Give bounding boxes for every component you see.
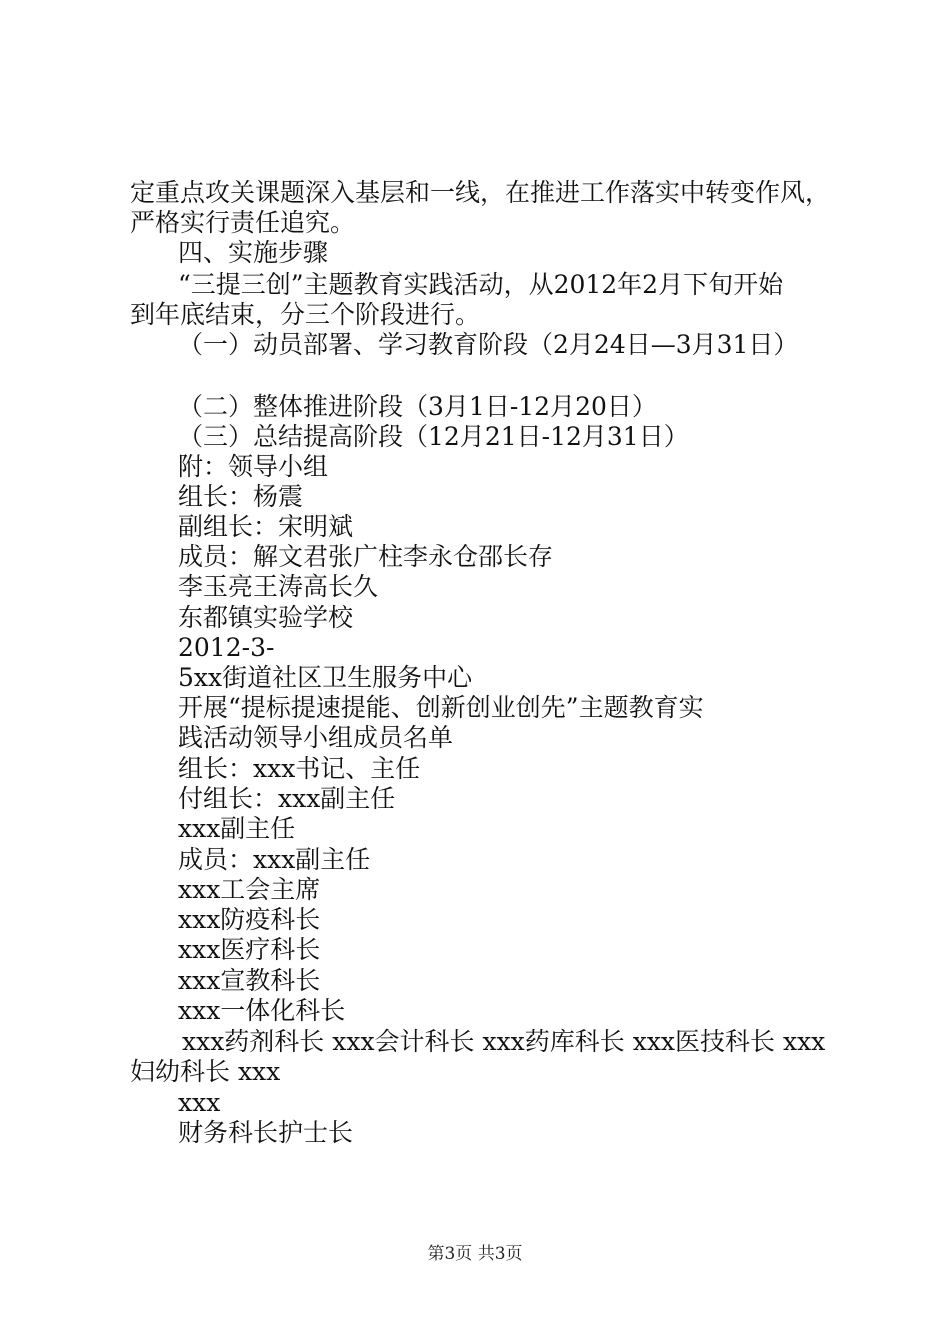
section-heading: 四、实施步骤 bbox=[178, 238, 329, 267]
list-title: 开展“提标提速提能、创新创业创先”主题教育实 bbox=[178, 693, 704, 722]
list-item: xxx宣教科长 bbox=[178, 966, 321, 995]
list-item: 成员：xxx副主任 bbox=[178, 845, 371, 874]
list-item: xxx副主任 bbox=[178, 814, 296, 843]
appendix-heading: 附：领导小组 bbox=[178, 452, 329, 481]
page-footer: 第3页 共3页 bbox=[427, 1244, 523, 1264]
list-item: 组长：xxx书记、主任 bbox=[178, 754, 421, 783]
list-item: 成员：解文君张广柱李永仓邵长存 bbox=[178, 542, 554, 571]
list-item: 财务科长护士长 bbox=[178, 1118, 354, 1147]
list-item: 妇幼科长 xxx bbox=[130, 1057, 281, 1086]
stage-item: （二）整体推进阶段（3月1日-12月20日） bbox=[178, 392, 657, 421]
list-item: xxx bbox=[178, 1088, 221, 1117]
stage-item: （三）总结提高阶段（12月21日-12月31日） bbox=[178, 422, 689, 451]
body-text-line: 严格实行责任追究。 bbox=[130, 208, 356, 237]
organization-name: 东都镇实验学校 bbox=[178, 603, 354, 632]
list-item: xxx医疗科长 bbox=[178, 935, 321, 964]
stage-item: （一）动员部署、学习教育阶段（2月24日—3月31日） bbox=[178, 330, 799, 359]
body-text-line: 定重点攻关课题深入基层和一线，在推进工作落实中转变作风， bbox=[130, 178, 831, 207]
list-item: xxx药剂科长 xxx会计科长 xxx药库科长 xxx医技科长 xxx bbox=[182, 1027, 826, 1056]
list-title: 践活动领导小组成员名单 bbox=[178, 723, 454, 752]
date-text: 2012-3- bbox=[178, 633, 275, 662]
list-item: 李玉亮王涛高长久 bbox=[178, 572, 379, 601]
list-item: 组长：杨震 bbox=[178, 482, 304, 511]
list-item: xxx工会主席 bbox=[178, 875, 321, 904]
body-text-line: 到年底结束，分三个阶段进行。 bbox=[130, 300, 481, 329]
organization-name: 5xx街道社区卫生服务中心 bbox=[178, 663, 473, 692]
body-text-line: “三提三创”主题教育实践活动，从2012年2月下旬开始 bbox=[178, 270, 784, 299]
list-item: xxx一体化科长 bbox=[178, 996, 346, 1025]
list-item: xxx防疫科长 bbox=[178, 905, 321, 934]
list-item: 付组长：xxx副主任 bbox=[178, 784, 396, 813]
list-item: 副组长：宋明斌 bbox=[178, 512, 354, 541]
